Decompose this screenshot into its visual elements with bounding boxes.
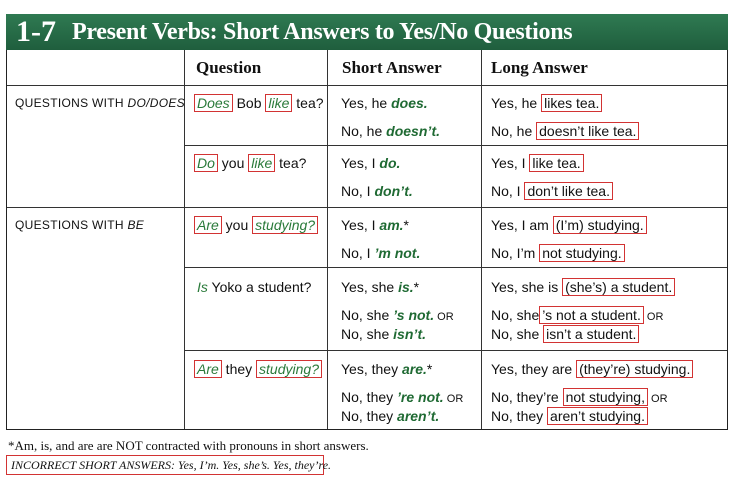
- divider: [7, 85, 727, 86]
- short-answer-text: No, I don’t.: [341, 183, 413, 199]
- long-answer-text: Yes, I like tea.: [491, 154, 584, 172]
- long-answer-text: No, she ’s not a student. OR: [491, 307, 664, 323]
- short-answer-text: Yes, he does.: [341, 95, 428, 111]
- divider: [184, 267, 727, 268]
- section-header: [6, 14, 728, 50]
- long-answer-text: Yes, I am (I’m) studying.: [491, 216, 647, 234]
- divider: [184, 350, 727, 351]
- long-answer-text: No, she isn’t a student.: [491, 325, 639, 343]
- column-header-short-answer: Short Answer: [342, 58, 442, 77]
- long-answer-text: Yes, she is (she’s) a student.: [491, 278, 675, 296]
- question-text: Are they studying?: [194, 360, 322, 378]
- question-text: Is Yoko a student?: [197, 279, 312, 295]
- group-label-do-does: QUESTIONS WITH DO/DOES: [15, 96, 185, 110]
- long-answer-text: No, he doesn’t like tea.: [491, 122, 639, 140]
- grammar-table: [6, 50, 728, 430]
- short-answer-text: Yes, I am.*: [341, 217, 409, 233]
- group-label-be: QUESTIONS WITH BE: [15, 218, 145, 232]
- section-title: Present Verbs: Short Answers to Yes/No Questions: [72, 19, 573, 45]
- divider: [7, 207, 727, 208]
- column-header-long-answer: Long Answer: [491, 58, 588, 77]
- divider: [481, 50, 482, 429]
- section-number: 1-7: [16, 15, 56, 48]
- divider: [184, 145, 727, 146]
- long-answer-text: No, they’re not studying, OR: [491, 389, 668, 405]
- question-text: Does Bob like tea?: [194, 94, 324, 112]
- long-answer-text: No, I don’t like tea.: [491, 182, 613, 200]
- short-answer-text: No, she isn’t.: [341, 326, 427, 342]
- divider: [327, 50, 328, 429]
- short-answer-text: Yes, she is.*: [341, 279, 420, 295]
- question-text: Are you studying?: [194, 216, 318, 234]
- short-answer-text: Yes, I do.: [341, 155, 401, 171]
- long-answer-text: Yes, they are (they’re) studying.: [491, 360, 693, 378]
- short-answer-text: No, she ’s not. OR: [341, 307, 454, 323]
- footnote: *Am, is, and are are NOT contracted with pronouns in short answers.: [8, 438, 369, 453]
- short-answer-text: No, he doesn’t.: [341, 123, 441, 139]
- incorrect-answers-note: INCORRECT SHORT ANSWERS: Yes, I’m. Yes, she’s. Yes, they’re.: [6, 455, 324, 475]
- short-answer-text: Yes, they are.*: [341, 361, 433, 377]
- long-answer-text: Yes, he likes tea.: [491, 94, 602, 112]
- column-header-question: Question: [196, 58, 262, 77]
- long-answer-text: No, they aren’t studying.: [491, 407, 648, 425]
- short-answer-text: No, they aren’t.: [341, 408, 440, 424]
- long-answer-text: No, I’m not studying.: [491, 244, 625, 262]
- short-answer-text: No, I ’m not.: [341, 245, 421, 261]
- short-answer-text: No, they ’re not. OR: [341, 389, 464, 405]
- question-text: Do you like tea?: [194, 154, 306, 172]
